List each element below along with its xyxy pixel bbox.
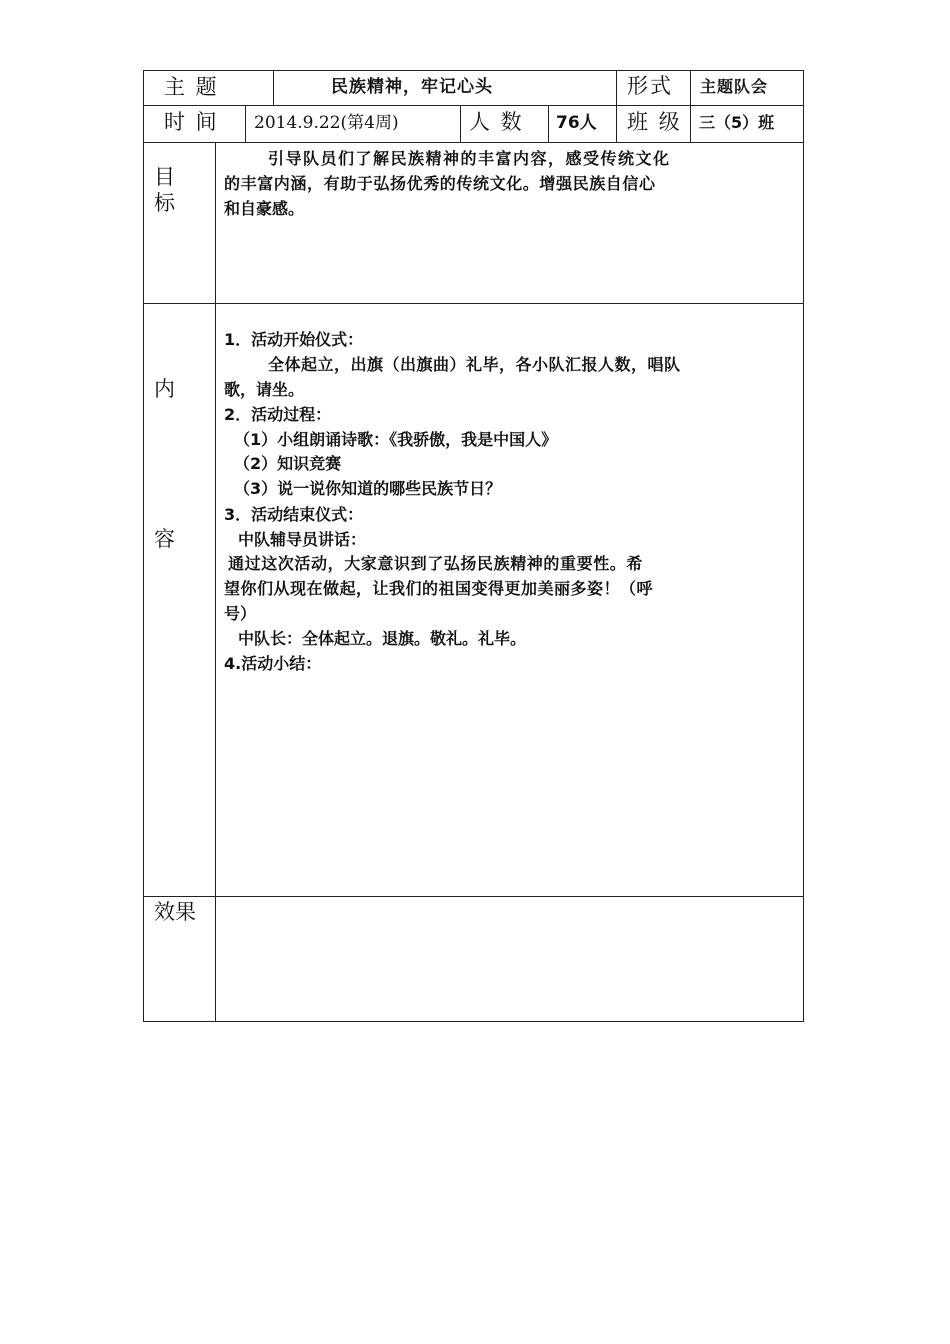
effect-label: 效果: [154, 900, 196, 924]
form-value-cell: [690, 70, 804, 106]
goal-line: 引导队员们了解民族精神的丰富内容，感受传统文化: [268, 149, 671, 168]
content-line: 歌，请坐。: [224, 380, 305, 399]
goal-content-cell: [215, 142, 804, 304]
content-label-char-2: 容: [154, 527, 177, 551]
content-line: 号）: [224, 604, 257, 623]
goal-label-char-1: 目: [154, 165, 177, 189]
theme-label-cell: [143, 70, 274, 106]
content-line: 中队辅导员讲话：: [238, 530, 367, 549]
content-line: 2．活动过程：: [224, 405, 332, 424]
content-label-char-1: 内: [154, 377, 177, 401]
count-label-cell: [460, 105, 549, 143]
content-line: 4.活动小结：: [224, 654, 322, 673]
count-value-cell: [548, 105, 617, 143]
theme-value-cell: [273, 70, 617, 106]
class-label: 班 级: [627, 110, 682, 134]
content-line: 3．活动结束仪式：: [224, 505, 364, 524]
content-body-cell: [215, 303, 804, 897]
time-label: 时 间: [164, 110, 219, 134]
goal-label-cell: [143, 142, 216, 304]
effect-content-cell: [215, 896, 804, 1022]
goal-line: 的丰富内涵，有助于弘扬优秀的传统文化。增强民族自信心: [224, 174, 656, 193]
theme-label: 主 题: [164, 75, 219, 99]
time-label-cell: [143, 105, 246, 143]
content-line: 1．活动开始仪式：: [224, 330, 364, 349]
count-label: 人 数: [469, 110, 524, 134]
content-line: （2）知识竞赛: [234, 454, 342, 473]
time-value-cell: [245, 105, 461, 143]
content-line: 全体起立，出旗（出旗曲）礼毕，各小队汇报人数，唱队: [268, 355, 681, 374]
count-value: 76人: [556, 113, 597, 133]
class-value: 三（5）班: [699, 113, 775, 132]
content-line: （3）说一说你知道的哪些民族节日？: [234, 479, 502, 498]
goal-line: 和自豪感。: [224, 199, 305, 218]
time-value: 2014.9.22(第4周): [254, 113, 399, 133]
goal-label-char-2: 标: [154, 191, 177, 215]
form-value: 主题队会: [700, 77, 769, 96]
content-label-cell: [143, 303, 216, 897]
content-line: 通过这次活动，大家意识到了弘扬民族精神的重要性。希: [228, 554, 644, 573]
form-label-cell: [616, 70, 691, 106]
content-line: 中队长：全体起立。退旗。敬礼。礼毕。: [238, 629, 527, 648]
content-line: 望你们从现在做起，让我们的祖国变得更加美丽多姿！（呼: [224, 579, 654, 598]
class-label-cell: [616, 105, 691, 143]
content-line: （1）小组朗诵诗歌：《我骄傲，我是中国人》: [234, 430, 558, 449]
form-label: 形式: [627, 74, 673, 98]
theme-value: 民族精神，牢记心头: [331, 77, 493, 97]
effect-label-cell: [143, 896, 216, 1022]
class-value-cell: [690, 105, 804, 143]
